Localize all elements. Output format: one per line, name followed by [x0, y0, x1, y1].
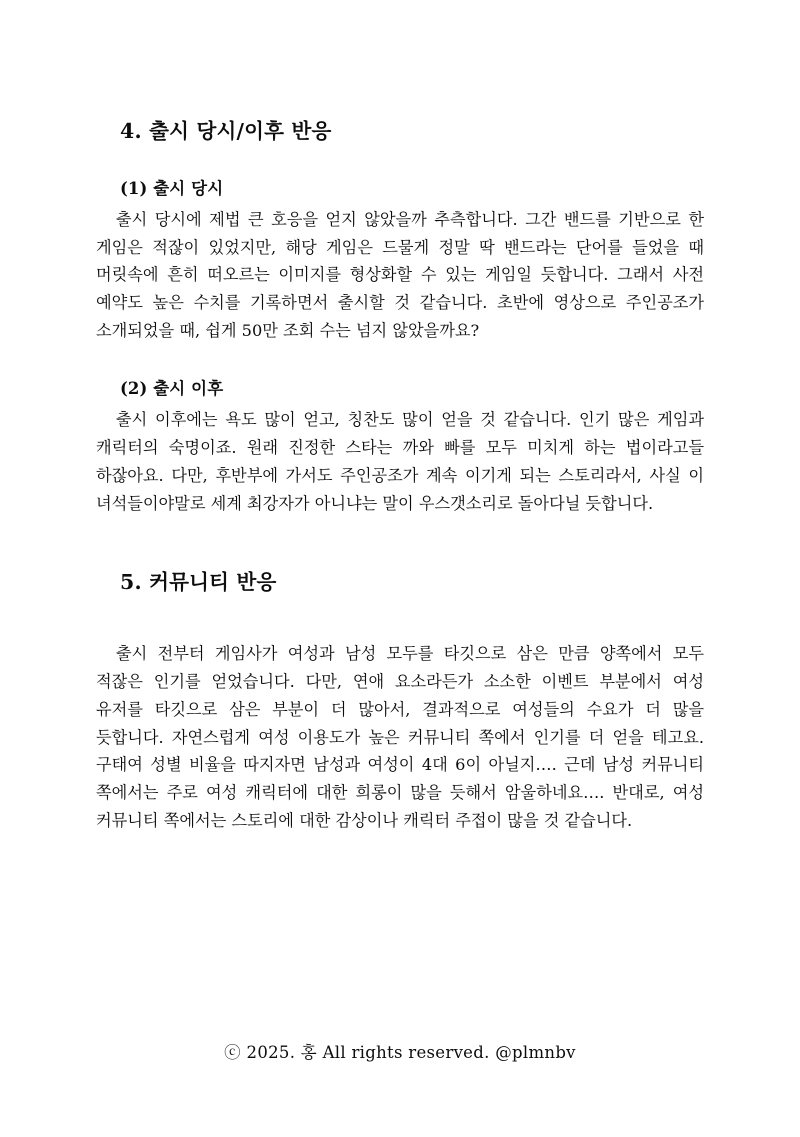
subsection-heading-4-1: (1) 출시 당시 — [120, 178, 224, 198]
section-heading-5: 5. 커뮤니티 반응 — [120, 570, 277, 595]
spacer — [96, 345, 704, 375]
spacer — [96, 399, 704, 406]
spacer — [96, 596, 704, 640]
copyright-footer: ⓒ 2025. 홍 All rights reserved. @plmnbv — [224, 1043, 576, 1062]
spacer — [96, 145, 704, 175]
paragraph-4-2: 출시 이후에는 욕도 많이 얻고, 칭찬도 많이 얻을 것 같습니다. 인기 많은 게임과 캐릭터의 숙명이죠. 원래 진정한 스타는 까와 빠를 모두 미치게 하는 법이라고들 하잖아요. 다만, 후반부에 가서도 주인공조가 계속 이기게 되는 스토리라서, 사실 이 녀석들이야말로 세계 최강자가 아니냐는 말이 우스갯소리로 돌아다닐 듯합니다. — [96, 409, 704, 513]
spacer — [96, 517, 704, 569]
paragraph-4-1: 출시 당시에 제법 큰 호응을 얻지 않았을까 추측합니다. 그간 밴드를 기반으로 한 게임은 적잖이 있었지만, 해당 게임은 드물게 정말 딱 밴드라는 단어를 들었을 때 머릿속에 흔히 떠오르는 이미지를 형상화할 수 있는 게임일 듯합니다. 그래서 사전 예약도 높은 수치를 기록하면서 출시할 것 같습니다. 초반에 영상으로 주인공조가 소개되었을 때, 쉽게 50만 조회 수는 넘지 않았을까요? — [96, 209, 704, 341]
subsection-heading-4-2: (2) 출시 이후 — [120, 378, 224, 398]
section-heading-4: 4. 출시 당시/이후 반응 — [120, 119, 332, 143]
paragraph-5-1: 출시 전부터 게임사가 여성과 남성 모두를 타깃으로 삼은 만큼 양쪽에서 모두 적잖은 인기를 얻었습니다. 다만, 연애 요소라든가 소소한 이벤트 부분에서 여성 유저를 타깃으로 삼은 부분이 더 많아서, 결과적으로 여성들의 수요가 더 많을 듯합니다. 자연스럽게 여성 이용도가 높은 커뮤니티 쪽에서 인기를 더 얻을 테고요. 구태여 성별 비율을 따지자면 남성과 여성이 4대 6이 아닐지…. 근데 남성 커뮤니티 쪽에서는 주로 여성 캐릭터에 대한 희롱이 많을 듯해서 암울하네요…. 반대로, 여성 커뮤니티 쪽에서는 스토리에 대한 감상이나 캐릭터 주접이 많을 것 같습니다. — [96, 644, 704, 831]
spacer — [96, 199, 704, 206]
